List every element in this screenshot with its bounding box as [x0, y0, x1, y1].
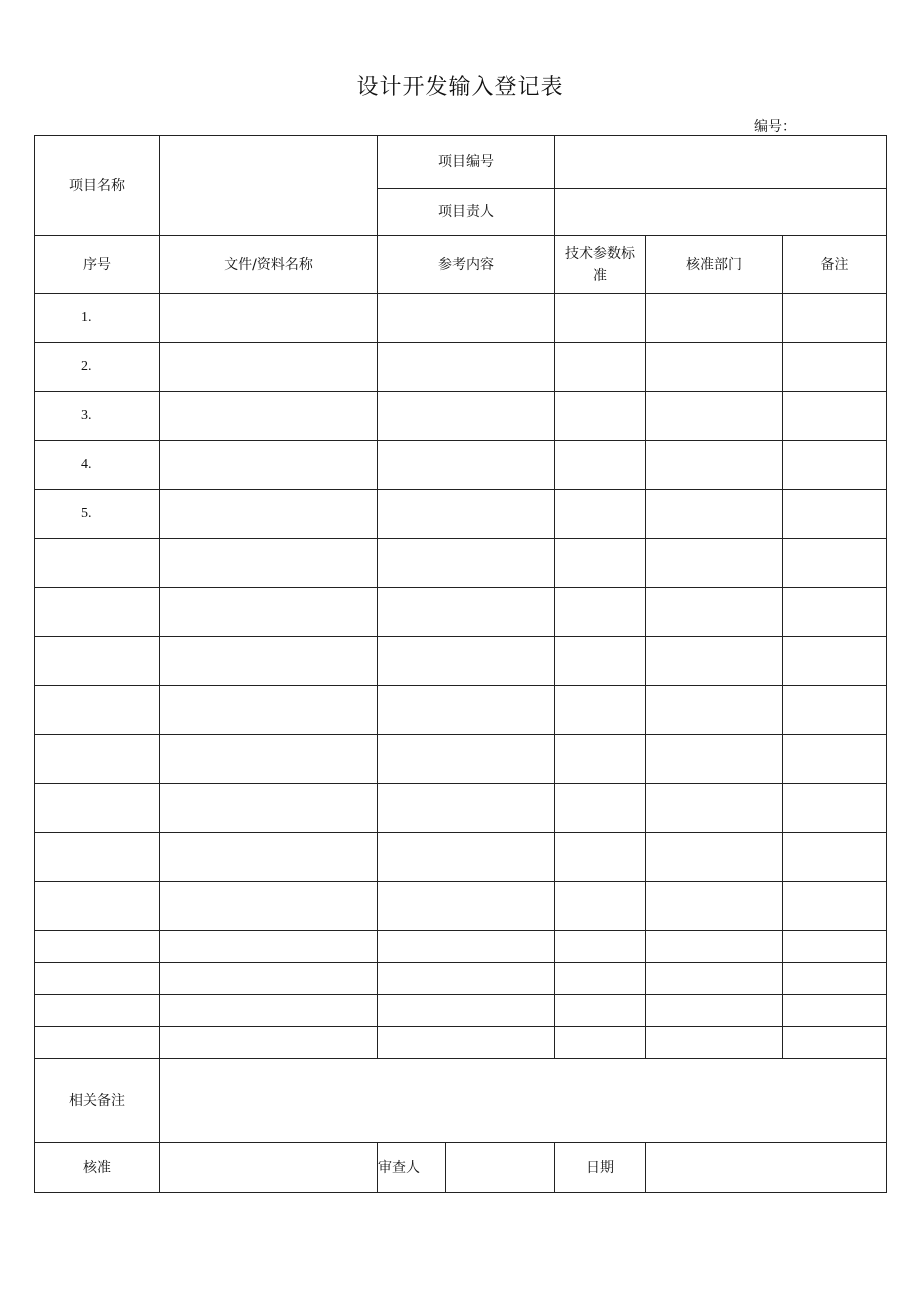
table-cell[interactable]	[783, 343, 887, 392]
project-name-field[interactable]	[160, 136, 378, 236]
table-cell[interactable]	[783, 963, 887, 995]
table-cell[interactable]	[35, 637, 160, 686]
project-number-label: 项目编号	[378, 136, 555, 189]
table-cell[interactable]	[646, 1027, 783, 1059]
table-cell[interactable]	[646, 637, 783, 686]
table-cell[interactable]	[783, 588, 887, 637]
table-cell[interactable]	[160, 784, 378, 833]
column-header-tech-standard: 技术参数标准	[555, 236, 646, 294]
table-cell[interactable]	[160, 441, 378, 490]
table-row	[35, 963, 887, 995]
row-seq: 5.	[35, 490, 160, 539]
table-row	[35, 784, 887, 833]
table-cell[interactable]	[646, 735, 783, 784]
table-cell[interactable]	[555, 735, 646, 784]
reviewer-label: 审查人	[378, 1143, 446, 1193]
table-cell[interactable]	[35, 735, 160, 784]
table-cell[interactable]	[378, 392, 555, 441]
table-cell[interactable]	[160, 931, 378, 963]
table-cell[interactable]	[160, 294, 378, 343]
project-owner-label: 项目责人	[378, 189, 555, 236]
project-owner-field[interactable]	[555, 189, 887, 236]
date-label: 日期	[555, 1143, 646, 1193]
registration-table	[34, 135, 887, 1193]
table-cell[interactable]	[646, 490, 783, 539]
table-cell[interactable]	[160, 637, 378, 686]
remarks-label: 相关备注	[35, 1059, 160, 1143]
table-cell[interactable]	[35, 931, 160, 963]
table-cell[interactable]	[646, 539, 783, 588]
table-cell[interactable]	[783, 1027, 887, 1059]
table-cell[interactable]	[160, 490, 378, 539]
table-cell[interactable]	[555, 784, 646, 833]
table-row	[35, 1027, 887, 1059]
table-cell[interactable]	[160, 995, 378, 1027]
table-cell[interactable]	[160, 963, 378, 995]
table-cell[interactable]	[646, 963, 783, 995]
column-header-approve-dept: 核准部门	[646, 236, 783, 294]
table-cell[interactable]	[555, 686, 646, 735]
table-cell[interactable]	[35, 686, 160, 735]
table-cell[interactable]	[35, 539, 160, 588]
table-cell[interactable]	[555, 1027, 646, 1059]
project-name-label: 项目名称	[35, 136, 160, 236]
table-cell[interactable]	[160, 343, 378, 392]
table-cell[interactable]	[555, 539, 646, 588]
column-header-note: 备注	[783, 236, 887, 294]
table-cell[interactable]	[378, 441, 555, 490]
row-seq: 3.	[35, 392, 160, 441]
table-cell[interactable]	[160, 539, 378, 588]
table-cell[interactable]	[160, 1027, 378, 1059]
table-cell[interactable]	[783, 490, 887, 539]
table-cell[interactable]	[646, 441, 783, 490]
approve-field[interactable]	[160, 1143, 378, 1193]
table-cell[interactable]	[783, 735, 887, 784]
table-cell[interactable]	[378, 539, 555, 588]
table-cell[interactable]	[35, 882, 160, 931]
table-cell[interactable]	[160, 392, 378, 441]
table-row	[35, 294, 887, 343]
table-cell[interactable]	[378, 588, 555, 637]
table-cell[interactable]	[160, 833, 378, 882]
table-row	[35, 637, 887, 686]
table-cell[interactable]	[35, 1027, 160, 1059]
table-cell[interactable]	[160, 588, 378, 637]
table-cell[interactable]	[783, 882, 887, 931]
table-cell[interactable]	[646, 686, 783, 735]
table-cell[interactable]	[783, 294, 887, 343]
table-cell[interactable]	[35, 784, 160, 833]
table-cell[interactable]	[35, 995, 160, 1027]
row-seq: 1.	[35, 294, 160, 343]
approve-label: 核准	[35, 1143, 160, 1193]
column-header-reference: 参考内容	[378, 236, 555, 294]
table-row	[35, 995, 887, 1027]
table-cell[interactable]	[378, 882, 555, 931]
table-cell[interactable]	[378, 833, 555, 882]
table-cell[interactable]	[783, 931, 887, 963]
table-cell[interactable]	[378, 490, 555, 539]
column-header-file-name: 文件/资料名称	[160, 236, 378, 294]
table-cell[interactable]	[646, 833, 783, 882]
table-cell[interactable]	[378, 1027, 555, 1059]
table-cell[interactable]	[555, 833, 646, 882]
table-cell[interactable]	[783, 784, 887, 833]
table-cell[interactable]	[783, 995, 887, 1027]
table-cell[interactable]	[378, 784, 555, 833]
table-cell[interactable]	[646, 784, 783, 833]
table-cell[interactable]	[555, 343, 646, 392]
table-cell[interactable]	[646, 343, 783, 392]
table-cell[interactable]	[555, 441, 646, 490]
table-cell[interactable]	[646, 588, 783, 637]
table-cell[interactable]	[555, 392, 646, 441]
table-cell[interactable]	[555, 490, 646, 539]
table-row	[35, 343, 887, 392]
table-cell[interactable]	[555, 931, 646, 963]
table-cell[interactable]	[555, 995, 646, 1027]
table-row	[35, 441, 887, 490]
table-cell[interactable]	[783, 441, 887, 490]
table-cell[interactable]	[783, 686, 887, 735]
table-cell[interactable]	[35, 588, 160, 637]
table-cell[interactable]	[160, 735, 378, 784]
table-cell[interactable]	[783, 833, 887, 882]
table-row	[35, 882, 887, 931]
table-cell[interactable]	[555, 963, 646, 995]
table-cell[interactable]	[378, 343, 555, 392]
table-row	[35, 686, 887, 735]
table-cell[interactable]	[783, 539, 887, 588]
remarks-field[interactable]	[160, 1059, 887, 1143]
table-row	[35, 539, 887, 588]
table-cell[interactable]	[646, 931, 783, 963]
table-cell[interactable]	[378, 637, 555, 686]
table-cell[interactable]	[378, 931, 555, 963]
date-field[interactable]	[646, 1143, 887, 1193]
table-cell[interactable]	[35, 833, 160, 882]
table-cell[interactable]	[646, 995, 783, 1027]
table-row	[35, 588, 887, 637]
table-cell[interactable]	[555, 588, 646, 637]
table-row	[35, 490, 887, 539]
table-cell[interactable]	[378, 735, 555, 784]
column-header-seq: 序号	[35, 236, 160, 294]
table-cell[interactable]	[378, 995, 555, 1027]
doc-number-label: 编号：	[754, 119, 796, 135]
table-cell[interactable]	[160, 882, 378, 931]
table-cell[interactable]	[646, 882, 783, 931]
reviewer-field[interactable]	[446, 1143, 555, 1193]
project-number-field[interactable]	[555, 136, 887, 189]
table-row	[35, 735, 887, 784]
table-cell[interactable]	[783, 392, 887, 441]
row-seq: 2.	[35, 343, 160, 392]
table-cell[interactable]	[378, 686, 555, 735]
table-cell[interactable]	[646, 392, 783, 441]
table-cell[interactable]	[555, 637, 646, 686]
table-row	[35, 833, 887, 882]
table-cell[interactable]	[783, 637, 887, 686]
row-seq: 4.	[35, 441, 160, 490]
table-cell[interactable]	[378, 294, 555, 343]
table-row	[35, 392, 887, 441]
table-cell[interactable]	[555, 294, 646, 343]
table-row	[35, 931, 887, 963]
table-cell[interactable]	[555, 882, 646, 931]
table-cell[interactable]	[35, 963, 160, 995]
table-cell[interactable]	[378, 963, 555, 995]
table-cell[interactable]	[646, 294, 783, 343]
table-cell[interactable]	[160, 686, 378, 735]
document-title: 设计开发输入登记表	[356, 75, 564, 100]
